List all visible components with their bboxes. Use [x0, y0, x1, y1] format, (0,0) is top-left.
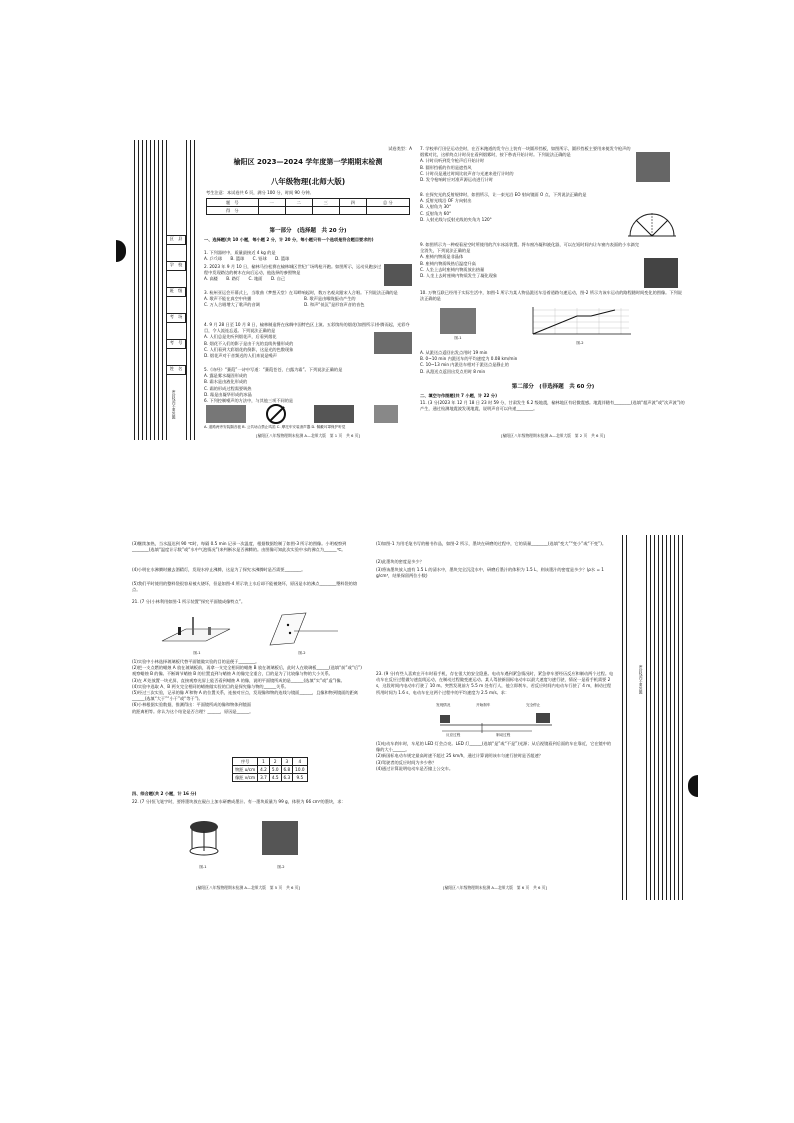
diagram-label-braking: 制动过程 — [496, 733, 511, 737]
table-cell: 5.0 — [269, 766, 281, 774]
q6-photo-a — [206, 405, 246, 423]
q10-photo — [440, 308, 476, 334]
p5-fig1-label: 图-1 — [193, 651, 201, 655]
table-head: 序号 — [233, 758, 258, 766]
diagram-label-brake: 开始刹车 — [476, 703, 491, 707]
score-head-1: 一 — [258, 199, 285, 207]
score-head-4: 四 — [339, 199, 366, 207]
table-head: 4 — [293, 758, 307, 766]
table-cell: 像距 v/cm — [233, 774, 258, 782]
mirror-setup-fig1 — [158, 615, 234, 649]
table-cell: 6.3 — [281, 774, 293, 782]
q3: 3. 杭州亚运会开幕式上，当歌曲《梦想天堂》在耳畔响起时，数万名观众跟宋人合唱。下列说法正确的是 A. 歌声不能在真空中传播 B. 歌声是由喉咙振动产生的 C. 万人合唱增大了歌声的音调 D. 和声“低沉”是形容声音的音色 — [204, 290, 398, 308]
no-horn-sign-icon — [266, 404, 286, 424]
q6-options: A. 道路两旁安装隔音板 B. 公共场合禁止鸣笛 C. 摩托车安装消声器 D. 佩戴耳罩保护听觉 — [204, 425, 346, 429]
q21: 21. (7 分)小林利用如图-1 所示装置“探究平面镜成像特点”。 — [132, 599, 246, 604]
page2 — [420, 140, 686, 440]
score-cell-4[interactable] — [339, 207, 366, 215]
q10-fig1-label: 图-1 — [454, 336, 462, 340]
score-table — [206, 198, 410, 215]
q23: 23. (9 分)有些人喜欢在开车时看手机，存在很大的安全隐患。电动车遇到紧急情况时，紧急停车要经历反应和制动两个过程。电动车在反应过程做匀速直线运动，在制动过程做变速运动。某人驾驶新国标电动车以最大速度匀速行驶，情况一是看手机需要 2 s，这段时间内电动车行驶了 10 m。突然发现前方 5.5 m 处有行人，他立即刹车，若反应时间内电动车行驶了 4 m，制动过程所用时间为 1.6 s，电动车在这两个过程中的平均速度为 2.5 m/s。求： — [376, 671, 614, 695]
label-district: 区 县 — [166, 235, 186, 245]
table-cell: 9.5 — [293, 774, 307, 782]
section4: 四、综合题(共 2 小题，计 16 分) — [132, 791, 197, 796]
q23-items: (1)电动车刹车时，车尾的 LED 灯会点亮。LED 灯______(选填“是”或“不是”)光源；从后视镜看到后面的车在靠近，它在镜中的像的大小______。 (2)新国标电动车规定最高时速不超过 25 km/h，通过计算说明该车匀速行驶时是否超速？ (3)驾驶者的反应时间为多少秒？ (4)通过计算说明电动车是否撞上公交车。 — [376, 741, 612, 771]
table-cell: 10.0 — [293, 766, 307, 774]
q1: 1. 下列器材中，质量最接近 4 kg 的是 A. 乒乓球 B. 篮球 C. 铅球 D. 篮球 — [204, 250, 290, 262]
score-cell-total[interactable] — [366, 207, 409, 215]
score-head-2: 二 — [285, 199, 312, 207]
q7: 7. 学校举行田径运动会时，在百米跑道的发令台上装有一块圆形挡板，如图所示，圆形挡板主要用来使发令枪声的烟雾对比，这样终点计时员在看到烟雾时，按下秒表开始计时。下列说法正确的是 A. 计时员听到发令枪声后开始计时 B. 圆形挡板的作用是遮挡风 C. 计时员是通过时间比较声音与光速来进行计时的 D. 发令枪响时应对准声源运动进行计时 — [420, 146, 631, 183]
inkstone-fig2 — [262, 821, 298, 855]
p6-item3: (3)将该墨块放入盛有 1.5 L 的清水中，墨块完全沉没水中，研磨后墨汁的体积为 1.5 L，则该墨汁的密度是多少？(ρ水 = 1 g/cm³，结果保留两位小数) — [376, 567, 604, 579]
table-cell: 3.7 — [258, 774, 270, 782]
mirror-grid-fig2 — [262, 611, 342, 649]
q5: 5.《诗经》“蒹葭”一诗中写道：“蒹葭苍苍，白露为霜”。下列说法正确的是 A. 露是雾水凝固形成的 B. 霜水是由液化形成的 C. 霜的形成过程需要吸热 D. 霜是由凝华形成的冰晶 — [204, 367, 343, 397]
student-info-labels — [166, 235, 186, 375]
exam-title: 榆阳区 2023—2024 学年度第一学期期末检测 — [233, 158, 383, 166]
table-cell: 4.5 — [269, 774, 281, 782]
q6: 6. 下列控制噪声的方法中，与其他三项不同的是 — [204, 398, 294, 403]
exam-notice: 考生注意：本试卷共 6 页，满分 100 分，时间 90 分钟。 — [206, 190, 314, 195]
label-room: 考 场 — [166, 313, 186, 323]
footer-p2: [榆阳区八年级物理期末检测 A—北师大版 第 2 页 共 6 页] — [501, 433, 605, 438]
seal-line-note-left: 密封线内不要答题 — [172, 390, 177, 419]
score-head-0: 题 号 — [207, 199, 259, 207]
q21-items: (1)实验中小林选择玻璃板代替平面镜做实验的目的是便于________。 (2)把一支点燃的蜡烛 A 放在玻璃板前，再拿一支完全相同的蜡烛 B 放在玻璃板后，此时人在玻璃板______(选填“前”或“后”)观察蜡烛 B 的像。不断调节蜡烛 B 的位置直到与蜡烛 A 的像完全重合，目的是为了比较像与物的大小关系。 (3)在 A′处放置一块光屏，直接观察光屏上能否看到蜡烛 A 的像，说明平面镜所成的是______(选填“实”或“虚”)像。 (4)实验中选取 A、B 两支完全相同的蜡烛做实验的目的是探究像与物的______关系。 (5)经过三次实验，记录的像 A′和物 A 的位置关系，连接对应点，发现像和物的连线与镜面______，且像和物到镜面的距离______(选填“大于”“小于”或“等于”)。 (6)小林根据实验数据，推测得出：平面镜所成的像和物体到镜面的距离相等。你认为这个结论是否合理？______，原因是______。 — [132, 659, 362, 714]
score-cell-label: 得 分 — [207, 207, 259, 215]
footer-p6: [榆阳区八年级物理期末检测 A—北师大版 第 6 页 共 6 页] — [443, 885, 547, 890]
page6 — [376, 535, 614, 900]
q9-photo — [644, 258, 678, 288]
q8: 8. 在探究光的反射规律时，如图所示，让一束光沿 EO 射向镜面 O 点，下列说法正确的是 A. 反射光线沿 OF 方向射出 B. 入射角为 30° C. 反射角为 60° D. 入射光线与反射光线的夹角为 120° — [420, 192, 587, 222]
distance-time-chart — [525, 306, 635, 340]
binding-mark — [116, 240, 126, 262]
q4: 4. 9 月 28 日至 10 月 8 日，榆林制造将在丝绸中国特色区上演。五彩缤纷的烟花(如图所示)扑腾而起，光彩夺目，令人流连忘返。下列说法正确的是 A. 人们总是先听到烟花声，后看到烟花 B. 烟花不入们的影子是由于光的直线传播形成的 C. 人们看到大彩烟花的倒影，这是光的色散现象 D. 烟花声对于音频迟的人们来说是噪声 — [204, 322, 410, 359]
table-head: 2 — [269, 758, 281, 766]
q10: 10. 万物互联已经用于实际生活中，如图-1 所示为某人物品派送车沿着道路匀速运动，图-2 所示为该车运动的路程随时间变化的图像。下列说法正确的是 — [420, 290, 682, 302]
score-cell-1[interactable] — [258, 207, 285, 215]
diagram-label-reaction: 反应过程 — [446, 733, 461, 737]
exam-sheet-bottom — [128, 535, 686, 900]
table-cell: 6.8 — [281, 766, 293, 774]
page1 — [204, 140, 412, 440]
q2: 2. 2023 年 9 月 10 日，榆林马拉松赛在榆林城区世纪广场鸣枪开跑。如图所示，运动员跑步过程中发现路边的树木在向后运动，他选择的参照物是 A. 高楼 B. 路灯 C. 地面 D. 自己 — [204, 264, 382, 282]
binding-lines-right — [618, 535, 686, 900]
label-school: 学 校 — [166, 261, 186, 271]
q6-photo-d — [374, 405, 398, 423]
p6-item2: (2)此墨块的密度是多少？ — [376, 559, 424, 564]
footer-p5: [榆阳区八年级物理期末检测 A—北师大版 第 5 页 共 6 页] — [196, 885, 300, 890]
part1-heading: 第一部分 (选择题 共 20 分) — [269, 228, 347, 234]
p5-item3: (3)继续加热，当水温达到 90 ℃时，每隔 0.5 min 记录一次温度，根据数据绘制了如图-3 所示的图像。小明观察到________(选填“温度计示数”或“水中气泡情况”)来判断水是否沸腾的。由图像可知此次实验中水的沸点为______℃。 — [132, 541, 347, 553]
diagram-label-stop: 完全停止 — [526, 703, 541, 707]
part2-section: 二、填空与作图题(共 7 小题，计 22 分) — [420, 393, 498, 398]
page5 — [132, 535, 364, 900]
score-head-3: 三 — [312, 199, 339, 207]
inkstone-fig1 — [184, 817, 224, 857]
score-cell-2[interactable] — [285, 207, 312, 215]
footer-p1: [榆阳区八年级物理期末检测 A—北师大版 第 1 页 共 6 页] — [256, 433, 360, 438]
reflection-diagram — [626, 196, 678, 242]
q2-photo — [384, 264, 412, 286]
seal-line-note-right: 密封线内不要答题 — [639, 665, 644, 694]
p5-fig1b-label: 图-1 — [199, 865, 207, 869]
exam-subtitle: 八年级物理(北师大版) — [270, 177, 346, 186]
score-cell-3[interactable] — [312, 207, 339, 215]
score-head-5: 总 分 — [366, 199, 409, 207]
table-cell: 4.2 — [258, 766, 270, 774]
q7-photo — [636, 152, 670, 182]
label-number: 考 号 — [166, 339, 186, 349]
distance-table — [232, 757, 308, 782]
exam-sheet-top — [128, 140, 686, 440]
binding-mark-right — [688, 775, 698, 797]
table-head: 1 — [258, 758, 270, 766]
p5-fig2b-label: 图-2 — [277, 865, 285, 869]
p6-item1: (1)如图-1 为用毛笔书写的楷书作品，如图-2 所示，墨块在研磨的过程中，它的质量________(选填“变大”“变小”或“不变”)。 — [376, 541, 607, 546]
part1-section: 一、选择题(共 10 小题，每小题 2 分，计 20 分，每小题只有一个选项是符合题目要求的) — [204, 237, 374, 242]
table-head: 3 — [281, 758, 293, 766]
q10-fig2-label: 图-2 — [576, 341, 584, 345]
p5-fig2-label: 图-2 — [298, 651, 306, 655]
exam-type: 试卷类型：A — [388, 146, 412, 151]
q22: 22. (7 分)恒飞笔字时，要将墨块放在砚台上加水研磨成墨汁。有一墨块质量为 99 g，体积为 66 cm³的墨块，求： — [132, 799, 346, 804]
q11: 11. (3 分)2023 年 12 月 18 日 23 时 59 分，甘肃发生 6.2 级地震，榆林地区有轻微震感。地震伴随有________(选填“超声波”或“次声波”)的产生，通过检测地震波发现地震，说明声音可以传递________。 — [420, 400, 685, 412]
q6-photo-c — [314, 405, 354, 423]
q9: 9. 如图所示为一种观看星空时所使用的汽车冰冻装置。将车窗冷凝和液化器，可以在短时间内让车窗内表面的小水滴完全消失，下列说法正确的是 A. 座椅内物质是非晶体 B. 座椅内物质吸热后温度升高 C. 人坐上去时座椅内物质放出热量 D. 人坐上去时座椅内物质发生了凝化现象 — [420, 242, 639, 279]
q4-photo — [374, 332, 412, 354]
q10-options: A. 从派送点返回出发点用时 19 min B. 0~10 min 内派送车的平均速度为 0.08 km/min C. 10~13 min 内派送车相对于派送点是静止的 D. 从派送点返回出发点用时 8 min — [420, 350, 518, 374]
p5-item5: (5)我们平时使用的整料袋很容易被火烧坏，但是如图-4 所示装上水后却不能被烧坏，原因是水的沸点________塑料袋的熔点。 — [132, 581, 358, 593]
table-cell: 物距 u/cm — [233, 766, 258, 774]
label-name: 姓 名 — [166, 365, 186, 375]
label-class: 班 级 — [166, 287, 186, 297]
diagram-label-found: 发现情况 — [436, 703, 451, 707]
part2-heading: 第二部分 (非选择题 共 60 分) — [511, 384, 595, 390]
p5-item4: (4)小明在水沸腾时撤去酒精灯，发现水停止沸腾，这是为了探究水沸腾时是否需要________。 — [132, 567, 306, 572]
